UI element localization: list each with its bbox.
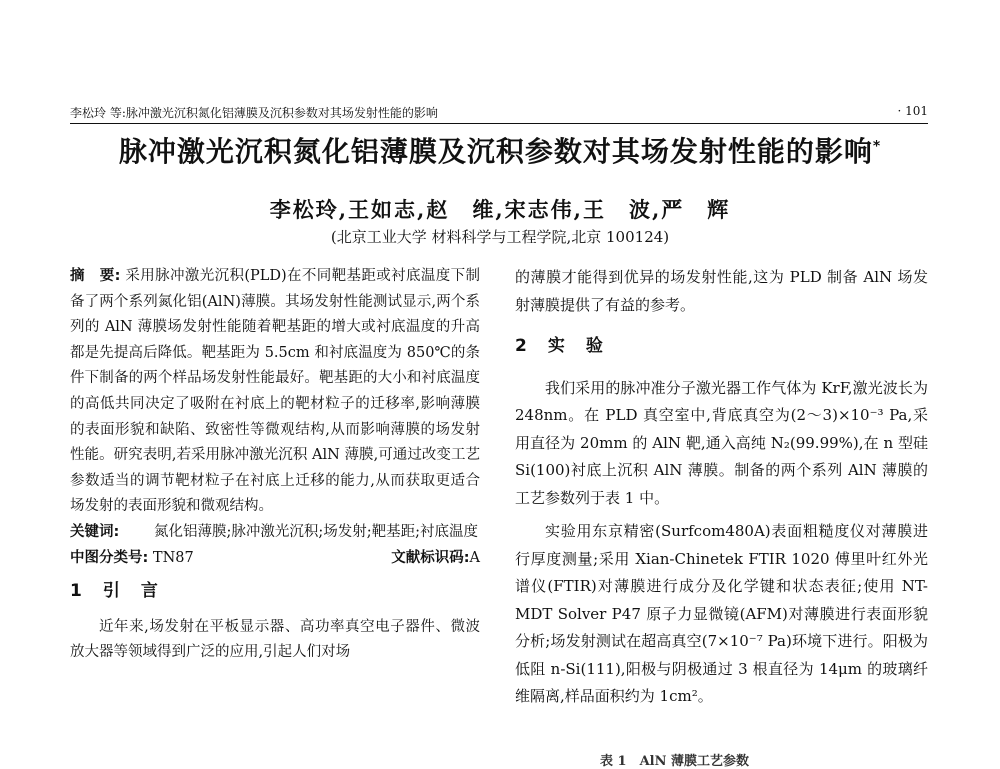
section-heading-introduction: 1 引 言 (70, 581, 160, 602)
paper-title (60, 130, 940, 170)
title-footnote-mark: * (872, 138, 882, 155)
abstract-label: 摘 要: (70, 268, 121, 284)
doc-code-label: 文献标识码: (391, 549, 470, 566)
section-heading-experiment: 2 实 验 (515, 336, 605, 356)
keywords-text: 氮化铝薄膜;脉冲激光沉积;场发射;靶基距;衬底温度 (154, 523, 479, 540)
experiment-paragraph-1: 我们采用的脉冲准分子激光器工作气体为 KrF,激光波长为 248nm。在 PLD 真空室中,背底真空为(2～3)×10⁻³ Pa,采用直径为 20mm 的 AlN 靶,通入高纯 N₂(99.99%),在 n 型硅 Si(100)衬底上沉积 AlN 薄膜。制备的两个系列 AlN 薄膜的工艺参数列于表 1 中。 (515, 378, 928, 507)
running-header (70, 104, 928, 122)
abstract-text: 采用脉冲激光沉积(PLD)在不同靶基距或衬底温度下制备了两个系列氮化铝(AlN)薄膜。其场发射性能测试显示,两个系列的 AlN 薄膜场发射性能随着靶基距的增大或衬底温度的升高都是先提高后降低。靶基距为 5.5cm 和衬底温度为 850℃的条件下制备的两个样品场发射性能最好。靶基距的大小和衬底温度的高低共同决定了吸附在衬底上的靶材粒子的迁移率,影响薄膜的表面形貌和缺陷、致密性等微观结构,从而影响薄膜的场发射性能。研究表明,若采用脉冲激光沉积 AlN 薄膜,可通过改变工艺参数适当的调节靶材粒子在衬底上迁移的能力,从而获取更适合场发射的表面形貌和微观结构。 (70, 268, 480, 515)
running-title: 李松玲 等:脉冲激光沉积氮化铝薄膜及沉积参数对其场发射性能的影响 (70, 106, 438, 120)
doc-code-value: A (469, 549, 480, 566)
clc-label: 中图分类号: (70, 549, 149, 566)
page-number: · 101 (897, 104, 928, 118)
experiment-paragraph-2: 实验用东京精密(Surfcom480A)表面粗糙度仪对薄膜进行厚度测量;采用 Xian-Chinetek FTIR 1020 傅里叶红外光谱仪(FTIR)对薄膜进行成分及化学键和状态表征;使用 NT-MDT Solver P47 原子力显微镜(AFM)对薄膜进行表面形貌分析;场发射测试在超高真空(7×10⁻⁷ Pa)环境下进行。阳极为低阻 n-Si(111),阳极与阴极通过 3 根直径为 14μm 的玻璃纤维隔离,样品面积约为 1cm²。 (515, 522, 928, 705)
keywords-label: 关键词: (70, 523, 120, 540)
title-text: 脉冲激光沉积氮化铝薄膜及沉积参数对其场发射性能的影响 (118, 135, 873, 168)
affiliation: (北京工业大学 材料科学与工程学院,北京 100124) (330, 228, 670, 246)
left-column (70, 264, 480, 666)
classification-line (70, 546, 480, 572)
authors: 李松玲,王如志,赵 维,宋志伟,王 波,严 辉 (269, 197, 731, 222)
introduction-paragraph: 近年来,场发射在平板显示器、高功率真空电子器件、微波放大器等领域得到广泛的应用,引起人们对场 (70, 618, 480, 661)
clc-value: TN87 (152, 549, 194, 566)
abstract (70, 264, 480, 520)
right-column (515, 264, 928, 711)
header-rule (70, 123, 928, 124)
keywords (70, 520, 480, 546)
table-caption: 表 1 AlN 薄膜工艺参数 (600, 754, 750, 769)
continued-paragraph: 的薄膜才能得到优异的场发射性能,这为 PLD 制备 AlN 场发射薄膜提供了有益的参考。 (515, 268, 928, 314)
